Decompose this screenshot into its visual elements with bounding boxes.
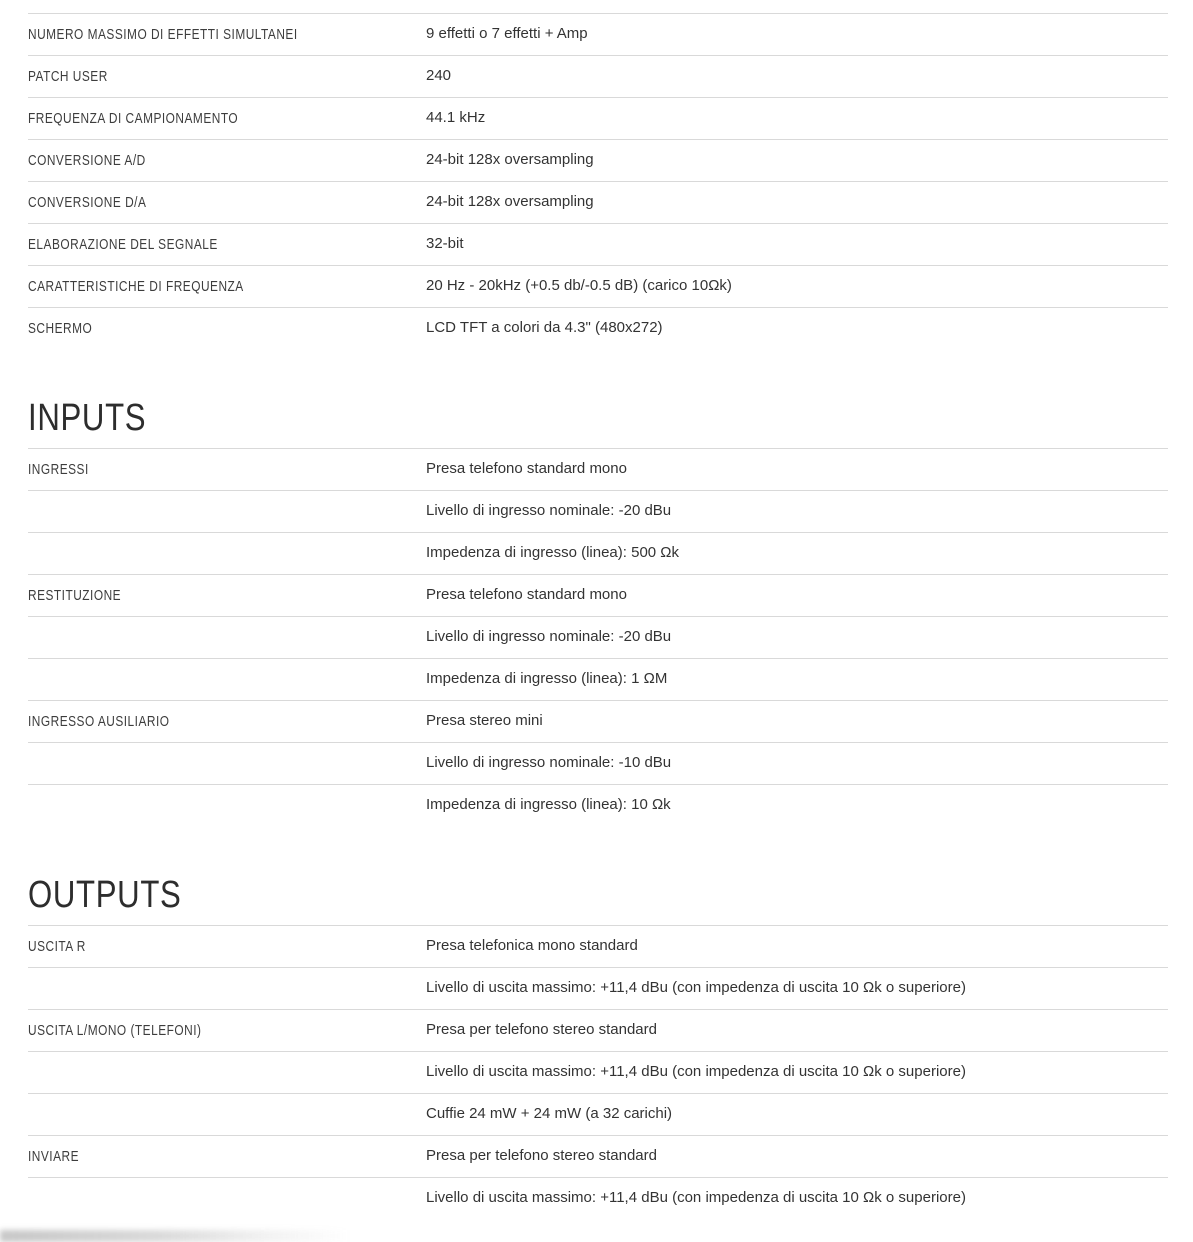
spec-label: [28, 140, 426, 170]
spec-row: [28, 967, 1168, 1009]
spec-label-text: USCITA L/MONO (TELEFONI): [28, 1023, 202, 1039]
spec-value: Presa telefono standard mono: [426, 460, 627, 477]
spec-label: [28, 659, 426, 689]
spec-label: [28, 98, 426, 128]
spec-row: [28, 925, 1168, 967]
spec-value: Impedenza di ingresso (linea): 500 Ωk: [426, 544, 680, 561]
spec-value: Impedenza di ingresso (linea): 10 Ωk: [426, 796, 671, 813]
section-heading-text: INPUTS: [28, 397, 147, 439]
spec-label: [28, 701, 426, 731]
spec-label: [28, 449, 426, 479]
section-heading-text: OUTPUTS: [28, 874, 182, 916]
spec-value: Presa telefonica mono standard: [426, 937, 638, 954]
spec-row: [28, 139, 1168, 181]
spec-label-text: CONVERSIONE D/A: [28, 195, 147, 211]
spec-row: [28, 1009, 1168, 1051]
spec-value: 240: [426, 67, 452, 84]
spec-label: [28, 14, 426, 44]
spec-label-text: CARATTERISTICHE DI FREQUENZA: [28, 279, 244, 295]
spec-label: [28, 785, 426, 815]
spec-value: 24-bit 128x oversampling: [426, 193, 594, 210]
spec-label: [28, 491, 426, 521]
spec-row: [28, 700, 1168, 742]
spec-row: [28, 1177, 1168, 1219]
spec-value: 9 effetti o 7 effetti + Amp: [426, 25, 588, 42]
spec-row: [28, 181, 1168, 223]
spec-label-text: SCHERMO: [28, 321, 93, 337]
spec-row: [28, 307, 1168, 349]
spec-label-text: INGRESSI: [28, 462, 89, 478]
spec-label-text: NUMERO MASSIMO DI EFFETTI SIMULTANEI: [28, 27, 298, 43]
spec-label-text: CONVERSIONE A/D: [28, 153, 146, 169]
spec-label-text: INGRESSO AUSILIARIO: [28, 714, 170, 730]
section-heading: [28, 826, 1168, 925]
spec-label: [28, 266, 426, 296]
spec-value: LCD TFT a colori da 4.3" (480x272): [426, 319, 663, 336]
spec-label: [28, 926, 426, 956]
spec-label: [28, 56, 426, 86]
spec-value: 32-bit: [426, 235, 464, 252]
spec-label: [28, 617, 426, 647]
spec-label: [28, 224, 426, 254]
spec-row: [28, 13, 1168, 55]
spec-label-text: RESTITUZIONE: [28, 588, 122, 604]
spec-label-text: INVIARE: [28, 1149, 80, 1165]
spec-value: 20 Hz - 20kHz (+0.5 db/-0.5 dB) (carico 10Ωk): [426, 277, 732, 294]
spec-label: [28, 1178, 426, 1208]
spec-value: 24-bit 128x oversampling: [426, 151, 594, 168]
spec-section: [28, 826, 1168, 1219]
spec-section: [28, 13, 1168, 349]
spec-label-text: PATCH USER: [28, 69, 108, 85]
spec-value: Livello di ingresso nominale: -20 dBu: [426, 628, 672, 645]
spec-section: [28, 349, 1168, 826]
spec-row: [28, 532, 1168, 574]
spec-value: 44.1 kHz: [426, 109, 486, 126]
spec-label-text: ELABORAZIONE DEL SEGNALE: [28, 237, 218, 253]
spec-value: Presa per telefono stereo standard: [426, 1021, 657, 1038]
spec-label: [28, 533, 426, 563]
spec-row: [28, 97, 1168, 139]
spec-label-text: USCITA R: [28, 939, 86, 955]
spec-row: [28, 55, 1168, 97]
spec-label: [28, 575, 426, 605]
spec-row: [28, 265, 1168, 307]
spec-row: [28, 658, 1168, 700]
spec-label: [28, 1094, 426, 1124]
spec-value: Livello di ingresso nominale: -10 dBu: [426, 754, 672, 771]
spec-row: [28, 223, 1168, 265]
bottom-edge-shadow: [0, 1230, 350, 1242]
spec-label: [28, 182, 426, 212]
spec-row: [28, 784, 1168, 826]
spec-label-text: FREQUENZA DI CAMPIONAMENTO: [28, 111, 239, 127]
spec-value: Cuffie 24 mW + 24 mW (a 32 carichi): [426, 1105, 673, 1122]
spec-label: [28, 1010, 426, 1040]
spec-row: [28, 574, 1168, 616]
spec-row: [28, 490, 1168, 532]
section-heading: [28, 349, 1168, 448]
spec-row: [28, 1051, 1168, 1093]
spec-row: [28, 742, 1168, 784]
spec-value: Livello di uscita massimo: +11,4 dBu (con impedenza di uscita 10 Ωk o superiore): [426, 1189, 966, 1206]
spec-value: Presa stereo mini: [426, 712, 543, 729]
spec-value: Livello di ingresso nominale: -20 dBu: [426, 502, 672, 519]
spec-value: Presa telefono standard mono: [426, 586, 627, 603]
spec-row: [28, 1093, 1168, 1135]
spec-sections: [28, 13, 1168, 1219]
spec-label: [28, 1052, 426, 1082]
spec-value: Livello di uscita massimo: +11,4 dBu (con impedenza di uscita 10 Ωk o superiore): [426, 1063, 966, 1080]
spec-value: Presa per telefono stereo standard: [426, 1147, 657, 1164]
spec-label: [28, 308, 426, 338]
spec-label: [28, 743, 426, 773]
spec-row: [28, 616, 1168, 658]
spec-row: [28, 1135, 1168, 1177]
spec-row: [28, 448, 1168, 490]
spec-value: Livello di uscita massimo: +11,4 dBu (con impedenza di uscita 10 Ωk o superiore): [426, 979, 966, 996]
spec-value: Impedenza di ingresso (linea): 1 ΩM: [426, 670, 668, 687]
spec-label: [28, 968, 426, 998]
spec-label: [28, 1136, 426, 1166]
